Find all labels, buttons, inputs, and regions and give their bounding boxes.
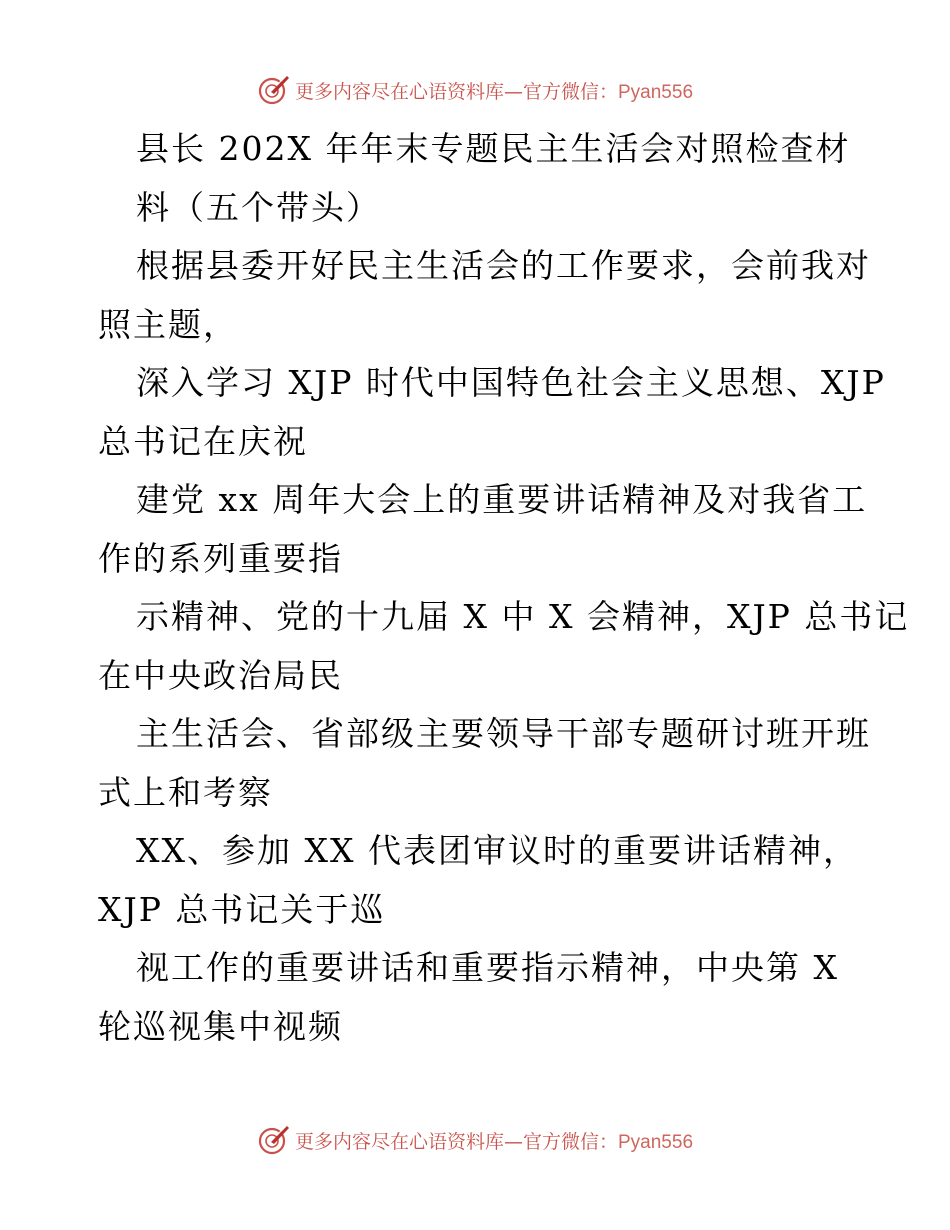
watermark-text: 更多内容尽在心语资料库—官方微信：Pyan556 <box>294 80 694 103</box>
paragraph-line: 轮巡视集中视频 <box>98 1006 343 1046</box>
paragraph-line: 在中央政治局民 <box>98 655 343 695</box>
paragraph-line: XJP 总书记关于巡 <box>98 889 386 929</box>
paragraph-line: XX、参加 XX 代表团审议时的重要讲话精神， <box>136 831 858 870</box>
paragraph-line: 示精神、党的十九届 X 中 X 会精神，XJP 总书记 <box>136 597 910 636</box>
quill-seal-icon <box>257 73 291 107</box>
paragraph-line: 视工作的重要讲话和重要指示精神，中央第 X <box>136 948 839 987</box>
document-body <box>98 120 910 1056</box>
header-watermark <box>0 72 950 108</box>
title-line-2: 料（五个带头） <box>136 187 381 227</box>
watermark-text: 更多内容尽在心语资料库—官方微信：Pyan556 <box>294 1130 694 1153</box>
wechat-id: Pyan556 <box>618 81 694 103</box>
paragraph-line: 式上和考察 <box>98 772 273 812</box>
wechat-id: Pyan556 <box>618 1131 694 1153</box>
quill-seal-icon <box>257 1123 291 1157</box>
paragraph-line: 深入学习 XJP 时代中国特色社会主义思想、XJP <box>136 363 886 402</box>
title-line-1: 县长 202X 年年末专题民主生活会对照检查材 <box>136 129 851 168</box>
paragraph-line: 总书记在庆祝 <box>98 421 308 461</box>
paragraph-line: 建党 xx 周年大会上的重要讲话精神及对我省工 <box>136 480 868 519</box>
paragraph-line: 根据县委开好民主生活会的工作要求，会前我对 <box>136 246 871 285</box>
footer-watermark <box>0 1122 950 1158</box>
paragraph-line: 主生活会、省部级主要领导干部专题研讨班开班 <box>136 714 871 753</box>
paragraph-line: 作的系列重要指 <box>98 538 343 578</box>
paragraph-line: 照主题， <box>98 304 238 344</box>
